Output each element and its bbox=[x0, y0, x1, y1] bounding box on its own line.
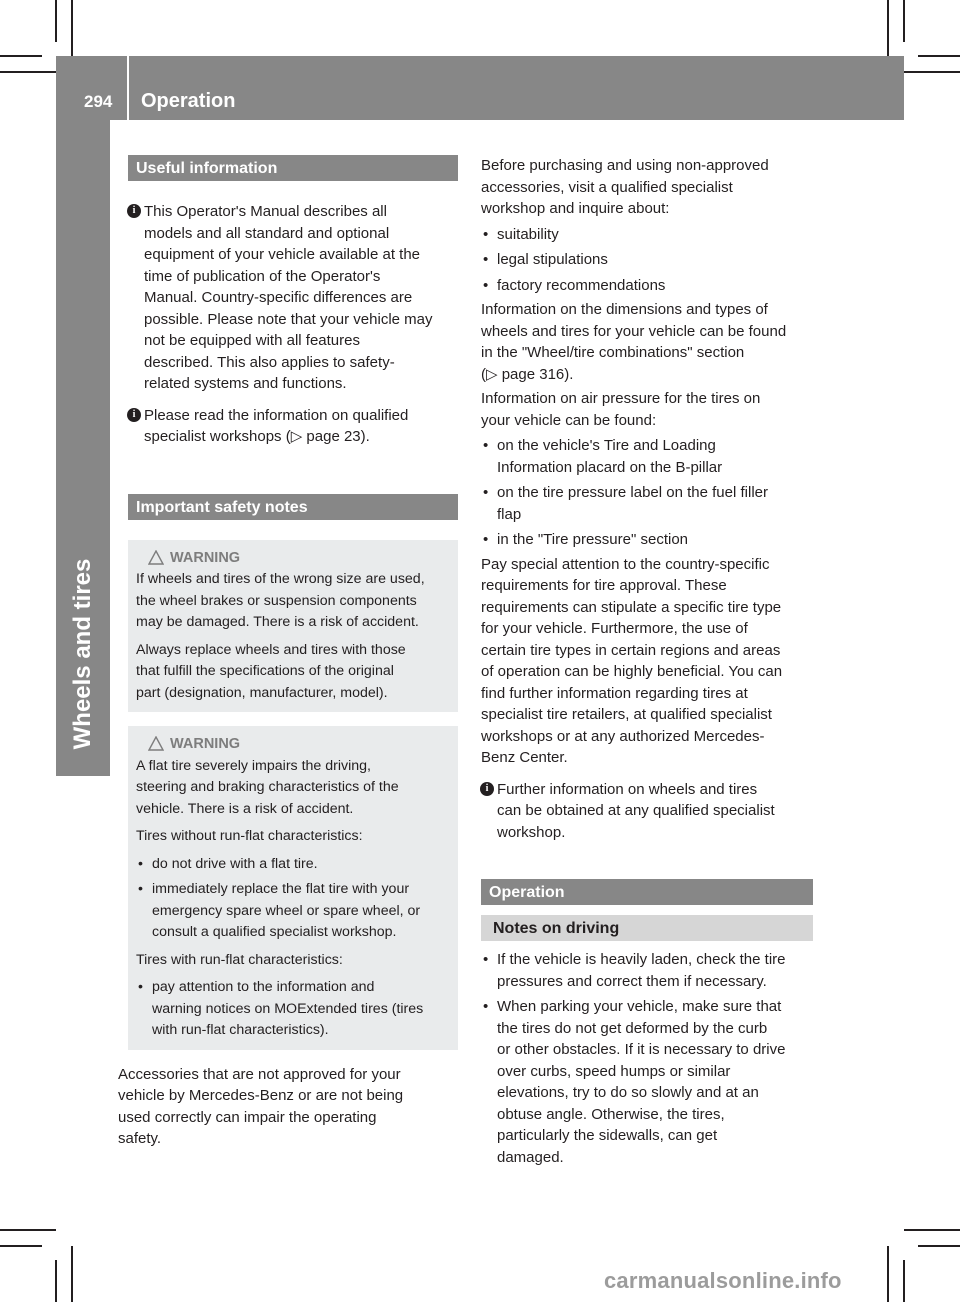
list-item: • on the tire pressure label on the fuel filler flap bbox=[483, 484, 768, 523]
crop-mark bbox=[0, 1229, 56, 1231]
paragraph: Information on air pressure for the tires on your vehicle can be found: bbox=[481, 390, 761, 429]
crop-mark bbox=[0, 71, 56, 73]
warning-title: WARNING bbox=[136, 734, 450, 756]
crop-mark bbox=[0, 1245, 42, 1247]
page-number: 294 bbox=[84, 92, 113, 111]
paragraph: Information on the dimensions and types of wheels and tires for your vehicle can be found in the "Wheel/tire combinations" section (▷ page 316). bbox=[481, 301, 787, 383]
warning-title: WARNING bbox=[136, 548, 450, 570]
list-item: • pay attention to the information and warning notices on MOExtended tires (tires with run-flat characteristics). bbox=[138, 979, 424, 1038]
crop-mark bbox=[904, 1229, 960, 1231]
warning-text: Tires with run-flat characteristics: bbox=[136, 951, 343, 968]
warning-triangle-icon bbox=[148, 736, 164, 751]
list-item: • suitability bbox=[483, 225, 559, 243]
warning-triangle-icon bbox=[148, 550, 164, 565]
info-text: Further information on wheels and tires can be obtained at any qualified specialist workshop. bbox=[497, 780, 775, 841]
info-icon: i bbox=[127, 204, 141, 218]
info-note bbox=[128, 405, 458, 448]
info-note bbox=[128, 201, 458, 395]
crop-mark bbox=[918, 55, 960, 57]
crop-mark bbox=[904, 71, 960, 73]
paragraph: Before purchasing and using non-approved accessories, visit a qualified specialist workshop and inquire about: bbox=[481, 157, 769, 217]
watermark: carmanualsonline.info bbox=[604, 1268, 842, 1293]
warning-text: Tires without run-flat characteristics: bbox=[136, 828, 363, 844]
list-item: • factory recommendations bbox=[483, 276, 666, 294]
header-divider bbox=[127, 56, 129, 120]
warning-box bbox=[128, 540, 458, 713]
section-heading-important-safety-notes: Important safety notes bbox=[128, 494, 458, 520]
info-note bbox=[481, 779, 813, 844]
crop-mark bbox=[887, 1246, 889, 1302]
crop-mark bbox=[0, 55, 42, 57]
list-item: • on the vehicle's Tire and Loading Information placard on the B-pillar bbox=[483, 437, 723, 476]
paragraph: Pay special attention to the country-specific requirements for tire approval. These requirements can stipulate a specific tire type for your vehicle. Furthermore, the use of certain tire types in certain regions and areas of operation can be highly beneficial. You can find further information regarding tires at specialist tire retailers, at qualified specialist workshops or at any authorized Mercedes- Benz Center. bbox=[481, 555, 783, 766]
list-item: • in the "Tire pressure" section bbox=[483, 531, 689, 548]
section-heading-useful-information: Useful information bbox=[128, 155, 458, 181]
list-item: • immediately replace the flat tire with your emergency spare wheel or spare wheel, or consult a qualified specialist workshop. bbox=[138, 881, 421, 940]
crop-mark bbox=[887, 0, 889, 56]
warning-box bbox=[128, 726, 458, 1050]
warning-text: A flat tire severely impairs the driving, steering and braking characteristics of the vehicle. There is a risk of accident. bbox=[136, 757, 399, 817]
side-tab-label-wrap bbox=[56, 120, 110, 760]
list-item: • When parking your vehicle, make sure that the tires do not get deformed by the curb or other obstacles. If it is necessary to drive over curbs, speed humps or similar elevations, try to do so slowly and at an obtuse angle. Otherwise, the tires, particularly the sidewalls, can get damaged. bbox=[483, 998, 786, 1166]
crop-mark bbox=[903, 0, 905, 42]
left-column bbox=[118, 155, 458, 1150]
info-text: Please read the information on qualified specialist workshops (▷ page 23). bbox=[144, 406, 409, 445]
warning-text: If wheels and tires of the wrong size are used, the wheel brakes or suspension components may be damaged. There is a risk of accident. bbox=[136, 571, 425, 630]
paragraph: Accessories that are not approved for your vehicle by Mercedes-Benz or are not being used correctly can impair the operating safety. bbox=[118, 1065, 404, 1147]
info-text: This Operator's Manual describes all models and all standard and optional equipment of your vehicle available at the time of publication of the Operator's Manual. Country-specific differences are possible. Please note that your vehicle may not be equipped with all features described. This also applies to safety- related systems and functions. bbox=[144, 203, 433, 392]
info-icon: i bbox=[480, 782, 494, 796]
subsection-heading-notes-on-driving: Notes on driving bbox=[481, 915, 813, 941]
warning-text: Always replace wheels and tires with those that fulfill the specifications of the original part (designation, manufacturer, model). bbox=[136, 641, 406, 701]
list-item: • If the vehicle is heavily laden, check the tire pressures and correct them if necessary. bbox=[483, 951, 786, 990]
crop-mark bbox=[55, 0, 57, 42]
page-title: Operation bbox=[141, 90, 236, 112]
list-item: • legal stipulations bbox=[483, 251, 608, 268]
side-tab-label: Wheels and tires bbox=[69, 558, 96, 750]
section-heading-operation: Operation bbox=[481, 879, 813, 905]
crop-mark bbox=[55, 1260, 57, 1302]
crop-mark bbox=[903, 1260, 905, 1302]
info-icon: i bbox=[127, 408, 141, 422]
crop-mark bbox=[918, 1245, 960, 1247]
crop-mark bbox=[71, 0, 73, 56]
list-item: • do not drive with a flat tire. bbox=[138, 855, 318, 872]
crop-mark bbox=[71, 1246, 73, 1302]
right-column bbox=[481, 155, 813, 1168]
